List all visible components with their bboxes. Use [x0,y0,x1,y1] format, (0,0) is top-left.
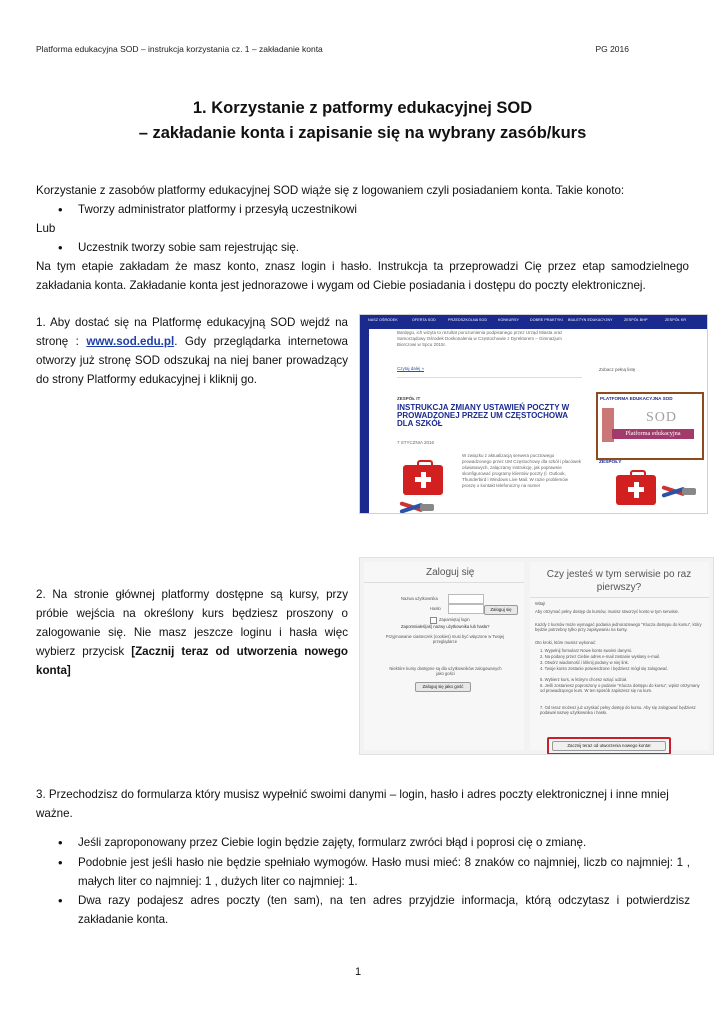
pliers-icon [400,501,436,514]
step1-paragraph [36,313,348,389]
step-item: 7. Od teraz możesz już uzyskać pełny dostęp do kursu. Aby się zalogować będziesz podawał nazwę użytkownika i hasło. [540,705,696,716]
left-strip [360,329,369,513]
step3-paragraph: 3. Przechodzisz do formularza który musisz wypełnić swoimi danymi – login, hasło i adres poczty elektronicznej i inne mniej ważne. [36,788,669,820]
step-item: 3. Otwórz wiadomość i kliknij podany w niej link. [540,660,629,665]
username-label: Nazwa użytkownika [401,596,438,601]
nav-item[interactable]: DOBRE PRAKTYKI [530,318,563,322]
page-header-right: PG 2016 [595,44,629,54]
article-date: 7 STYCZNIA 2016 [397,440,435,445]
remember-checkbox[interactable] [430,617,437,624]
pliers-head [420,504,434,511]
read-more-link[interactable]: Czytaj dalej » [397,366,425,371]
nav-item[interactable]: ZESPÓŁ KR [665,318,687,322]
login-title: Zaloguj się [426,567,475,578]
banner-bar-text: Platforma edukacyjna [625,430,681,437]
steps-heading: Oto kroki, które musisz wykonać: [535,640,597,645]
document-title-line2: – zakładanie konta i zapisanie się na wybrany zasób/kurs [138,124,587,142]
step-item: 2. Na podany przez Ciebie adres e-mail zostanie wysłany e-mail. [540,654,661,659]
first-time-panel [530,562,709,750]
sod-link[interactable]: www.sod.edu.pl [86,335,175,348]
banner-heading: PLATFORMA EDUKACYJNA SOD [600,396,673,401]
article-title[interactable]: INSTRUKCJA ZMIANY USTAWIEŃ POCZTY W PROWADZONEJ PRZEZ UM CZĘSTOCHOWA DLA SZKÓŁ [397,403,570,428]
first-aid-kit-icon [403,465,443,495]
step2-bold: [Zacznij teraz od utworzenia nowego konta] [36,645,348,677]
step1-text-after: . Gdy przeglądarka internetowa otworzy już stronę SOD odszukaj na niej baner prowadzący do strony Platformy edukacyjnej i kliknij go. [36,335,348,386]
intro-paragraph: Korzystanie z zasobów platformy edukacyjnej SOD wiąże się z logowaniem czyli posiadaniem konta. Takie konoto: [36,184,625,197]
intro-paragraph-2: Na tym etapie zakładam że masz konto, znasz login i hasło. Instrukcja ta przeprowadzi Cię przez etap samodzielnego zakładania konta. Zakładanie konta jest jednorazowe i wygam od Ciebie posiadania i dostępu do poczty elektronicznej. [36,260,689,292]
divider [397,377,582,378]
first-time-title: Czy jesteś w tym serwisie po raz pierwszy? [546,569,692,593]
username-input[interactable] [448,594,484,604]
zespoly-label: ZESPOŁY [599,460,622,465]
kit-handle [417,460,433,468]
kazdy-text: Każdy z kursów może wymagać podania jednorazowego "Klucza dostępu do kursu", który będzie potrzebny tylko przy zapisywaniu na kursy. [535,622,702,633]
see-full-list-link[interactable]: Zobacz pełną listę [599,367,636,372]
step2-paragraph [36,585,348,680]
login-button[interactable]: Zaloguj się [484,605,518,615]
nav-item[interactable]: PRZEDSZKOLNA SOD [448,318,488,322]
sod-website-screenshot [359,314,708,514]
login-panel [364,562,524,750]
nav-item[interactable]: BIULETYN EDUKACYJNY [568,318,613,322]
create-account-button[interactable]: Zacznij teraz od utworzenia nowego konta! [552,741,666,751]
intro-bullet-1: • Tworzy administrator platformy i przesyłą uczestnikowi [78,200,678,219]
step3-bullet-2: • Podobnie jest jeśli hasło nie będzie spełniało wymogów. Hasło musi mieć: 8 znaków co najmniej, liczb co najmniej: 1 , małych liter co najmniej: 1 , dużych liter co najmniej: 1. [78,853,690,891]
article-body: W związku z aktualizacją serwera pocztowego prowadzonego przez UM Częstochowy dla szkół i placówek oświatowych, zalączamy instrukcję, jak poprawnie skonfigurować programy klientów poczty (l. Outlook, Thunderbird i Windows Live Mail. W razie problemów proszę o kontakt telefoniczny na numer [462,453,582,488]
login-page-screenshot [359,557,714,755]
step-item: 5. Wybierz kurs, w którym chcesz wziąć udział. [540,677,627,682]
password-label: Hasło [430,606,441,611]
intro-text: Aby otrzymać pełny dostęp do kursów, musisz stworzyć konto w tym serwisie. [535,609,680,614]
cross-vertical [421,472,426,488]
step-item: 1. Wypełnij formularz Nowe konto swoimi danymi. [540,648,633,653]
zespol-label: ZESPÓŁ IT [397,396,421,401]
divider [530,597,709,598]
guest-info: Niektóre kursy dostępne są dla użytkowników zalogowanych jako gości [389,666,502,677]
nav-item[interactable]: KONKURSY [498,318,519,322]
cross-vertical [634,482,639,498]
site-navbar [360,315,707,329]
nav-item[interactable]: ZESPÓŁ BHP [624,318,648,322]
news-text: Bardęgu, ich wizyta to rezultat porozumienia podpisanego przez Urząd Miasta oraz Samorządowy Ośrodek Doskonalenia w Częstochowie z Dyrektorem – Gimnazjum Biorczowi w Spcu 2015r. [397,330,563,347]
step3-bullet-1: • Jeśli zaproponowany przez Ciebie login będzie zajęty, formularz zwróci błąd i poprosi cię o zmianę. [78,833,690,852]
guest-login-button[interactable]: Zaloguj się jako gość [415,682,471,692]
platform-banner[interactable] [596,392,704,460]
pliers-head [682,488,696,495]
step1-text-before: 1. Aby dostać się na Platformę edukacyjną SOD wejdź na stronę : [36,316,348,348]
divider [364,582,524,583]
intro-lub: Lub [36,222,56,235]
nav-item[interactable]: OFERTA SOD [412,318,436,322]
banner-sod-logo: SOD [646,410,678,425]
witaj-text: Witaj! [535,601,546,606]
page-header-left: Platforma edukacyjna SOD – instrukcja korzystania cz. 1 – zakładanie konta [36,44,323,54]
first-aid-kit-icon-2 [616,475,656,505]
password-input[interactable] [448,604,484,614]
intro-bullet-2: • Uczestnik tworzy sobie sam rejestrując się. [78,238,678,257]
forgot-link[interactable]: Zapomniałeś(aś) nazwy użytkownika lub hasła? [401,624,490,629]
step3-bullet-3: • Dwa razy podajesz adres poczty (ten sam), na ten adres przyjdzie informacja, którą odczytasz i potwierdzisz zakładanie konta. [78,891,690,929]
kit-handle [630,470,646,478]
nav-item[interactable]: NASZ OŚRODEK [368,318,398,322]
step-item: 6. Jeśli zostaniesz poproszony o podanie "Klucza dostępu do kursu", wpisz otrzymany od prowadzącego kurs. W ten sposób zapiszesz się na kurs. [540,683,700,694]
banner-bar [612,429,694,439]
remember-label: Zapamiętaj login [439,617,470,622]
pliers-icon-2 [662,485,698,499]
page-number: 1 [355,966,362,978]
step-item: 4. Twoje konto zostanie potwierdzone i będziesz mógł się zalogować. [540,666,669,671]
step2-text: 2. Na stronie głównej platformy dostępne są kursy, przy próbie wejścia na określony kurs będziesz proszony o zalogowanie się. Nie masz jeszcze loginu i hasła więc wybierz przycisk [36,588,348,658]
document-title-line1: 1. Korzystanie z patformy edukacyjnej SOD [192,99,533,117]
cookies-info: Przyjmowanie ciasteczek (cookies) musi być włączone w Twojej przeglądarce [385,634,505,645]
